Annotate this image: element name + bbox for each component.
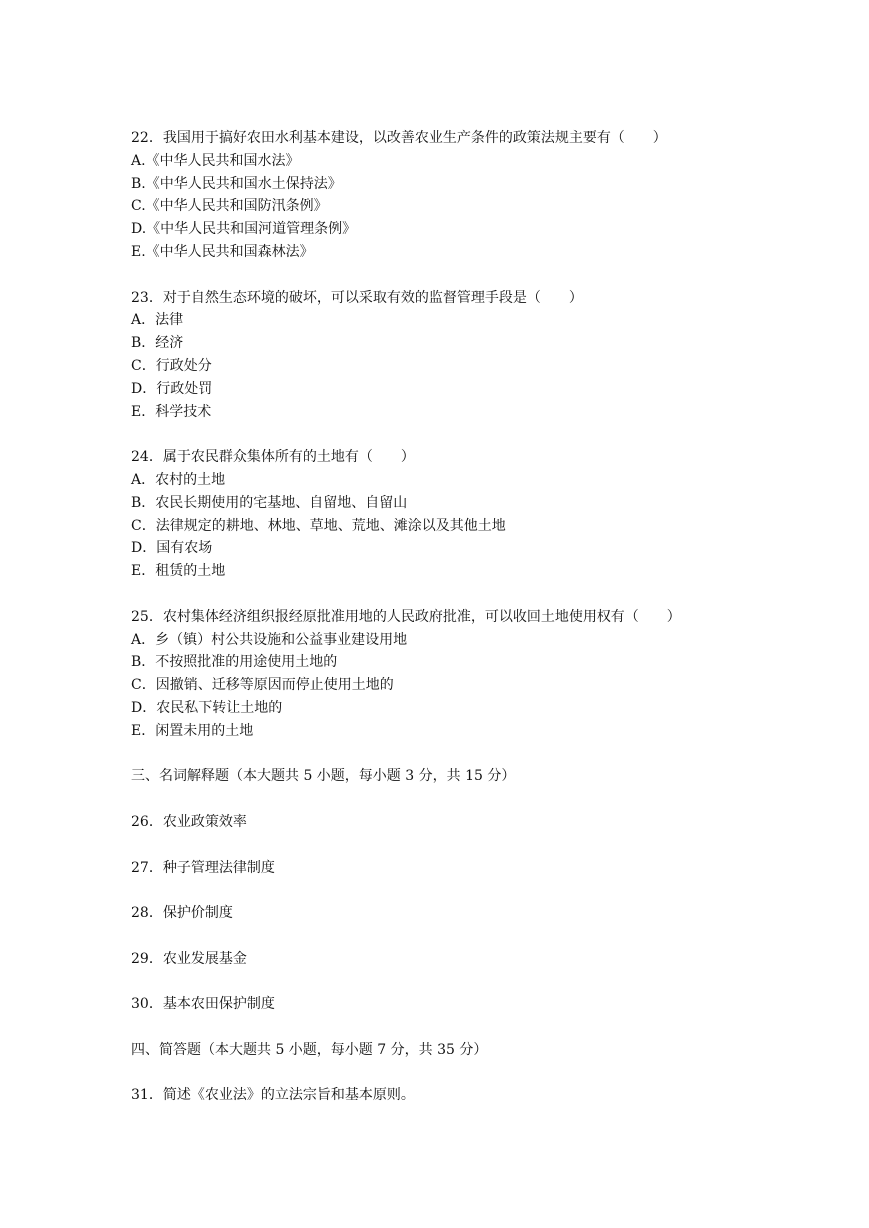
term-28: 28．保护价制度: [131, 905, 233, 922]
option-b: B．农民长期使用的宅基地、自留地、自留山: [131, 494, 408, 511]
option-c: C．因撤销、迁移等原因而停止使用土地的: [131, 677, 394, 694]
question-24: [131, 446, 831, 583]
option-b: B．不按照批准的用途使用土地的: [131, 654, 338, 671]
spacer: [131, 834, 831, 857]
option-a: A．法律: [131, 312, 184, 329]
question-31: 31．简述《农业法》的立法宗旨和基本原则。: [131, 1087, 415, 1104]
question-stem: 25．农村集体经济组织报经原批准用地的人民政府批准，可以收回土地使用权有（ ）: [131, 608, 681, 625]
term-29: 29．农业发展基金: [131, 950, 247, 967]
option-b: B．经济: [131, 335, 184, 352]
spacer: [131, 583, 831, 606]
option-a: A．乡（镇）村公共设施和公益事业建设用地: [131, 631, 408, 648]
option-b: B.《中华人民共和国水土保持法》: [131, 175, 342, 192]
spacer: [131, 264, 831, 287]
option-d: D．国有农场: [131, 540, 213, 557]
term-30: 30．基本农田保护制度: [131, 996, 275, 1013]
option-d: D.《中华人民共和国河道管理条例》: [131, 221, 357, 238]
exam-content: [131, 127, 831, 1107]
option-c: C．行政处分: [131, 357, 212, 374]
spacer: [131, 423, 831, 446]
spacer: [131, 879, 831, 902]
spacer: [131, 970, 831, 993]
spacer: [131, 788, 831, 811]
option-c: C．法律规定的耕地、林地、草地、荒地、滩涂以及其他土地: [131, 517, 506, 534]
term-27: 27．种子管理法律制度: [131, 859, 275, 876]
question-23: [131, 287, 831, 424]
spacer: [131, 1016, 831, 1039]
section-heading-3: 三、名词解释题（本大题共 5 小题，每小题 3 分，共 15 分）: [131, 768, 516, 785]
option-e: E.《中华人民共和国森林法》: [131, 243, 314, 260]
option-a: A．农村的土地: [131, 471, 226, 488]
option-d: D．行政处罚: [131, 380, 213, 397]
spacer: [131, 743, 831, 766]
question-25: [131, 606, 831, 743]
option-e: E．租赁的土地: [131, 563, 226, 580]
question-stem: 24．属于农民群众集体所有的土地有（ ）: [131, 449, 415, 466]
option-d: D．农民私下转让土地的: [131, 699, 283, 716]
option-e: E．闲置未用的土地: [131, 722, 254, 739]
term-26: 26．农业政策效率: [131, 813, 247, 830]
option-c: C.《中华人民共和国防汛条例》: [131, 198, 328, 215]
option-e: E．科学技术: [131, 403, 212, 420]
option-a: A.《中华人民共和国水法》: [131, 152, 300, 169]
question-stem: 22．我国用于搞好农田水利基本建设，以改善农业生产条件的政策法规主要有（ ）: [131, 130, 667, 146]
spacer: [131, 1062, 831, 1085]
spacer: [131, 925, 831, 948]
question-stem: 23．对于自然生态环境的破坏，可以采取有效的监督管理手段是（ ）: [131, 289, 583, 306]
question-22: [131, 127, 831, 264]
section-heading-4: 四、简答题（本大题共 5 小题，每小题 7 分，共 35 分）: [131, 1041, 488, 1058]
